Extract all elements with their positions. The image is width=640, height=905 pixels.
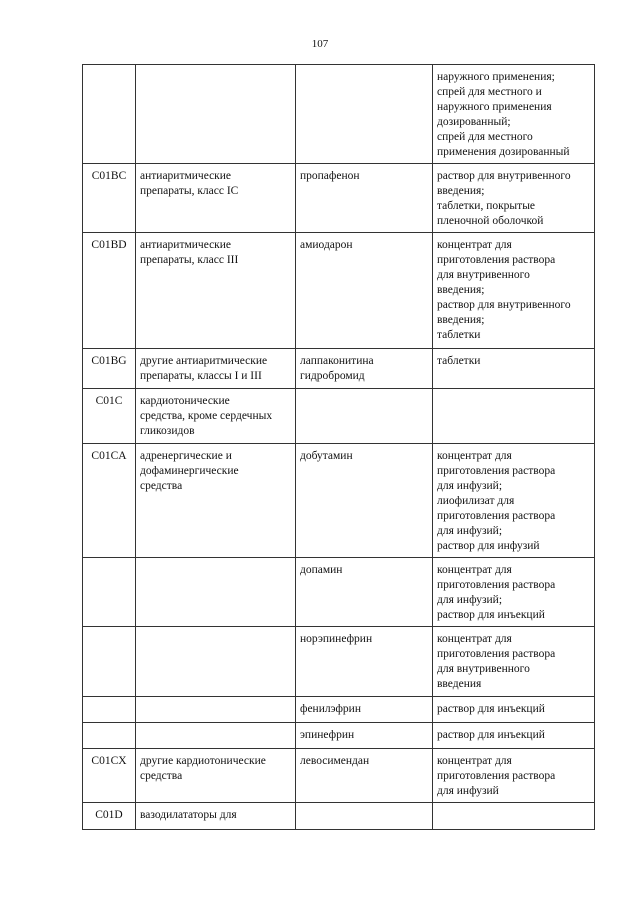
- dosage-form-cell: [433, 233, 595, 349]
- dosage-form-line: введения: [437, 678, 482, 690]
- dosage-form-line: для внутривенного: [437, 269, 530, 281]
- dosage-form-cell: [433, 164, 595, 233]
- dosage-form-line: концентрат для: [437, 239, 512, 251]
- dosage-form-line: для инфузий;: [437, 480, 503, 492]
- group-cell: [136, 627, 296, 697]
- dosage-form-line: введения;: [437, 185, 485, 197]
- drug-name-line: гидробромид: [300, 370, 365, 382]
- dosage-form-line: лиофилизат для: [437, 495, 515, 507]
- atc-code-cell: C01BC: [83, 164, 136, 233]
- dosage-form-line: таблетки: [437, 355, 481, 367]
- table-row: [83, 697, 595, 723]
- page-number: 107: [311, 38, 329, 50]
- table-row: [83, 627, 595, 697]
- group-line: антиаритмические: [140, 239, 232, 251]
- dosage-form-line: приготовления раствора: [437, 770, 556, 782]
- group-cell: [136, 65, 296, 164]
- group-cell: [136, 723, 296, 749]
- group-line: препараты, класс III: [140, 254, 239, 266]
- table-row: [83, 389, 595, 444]
- group-cell: [136, 389, 296, 444]
- group-line: средства, кроме сердечных: [140, 410, 273, 422]
- dosage-form-line: введения;: [437, 314, 485, 326]
- table-body: [83, 65, 595, 830]
- dosage-form-line: для инфузий;: [437, 594, 503, 606]
- drug-name-cell: [296, 164, 433, 233]
- drug-name-cell: [296, 558, 433, 627]
- dosage-form-line: для инфузий;: [437, 525, 503, 537]
- table-row: [83, 749, 595, 803]
- drug-name-line: эпинефрин: [300, 729, 355, 741]
- drug-name-cell: [296, 803, 433, 830]
- group-cell: [136, 164, 296, 233]
- dosage-form-line: раствор для инъекций: [437, 609, 545, 621]
- group-cell: [136, 803, 296, 830]
- dosage-form-line: приготовления раствора: [437, 648, 556, 660]
- atc-code-cell: C01CA: [83, 444, 136, 558]
- dosage-form-line: концентрат для: [437, 633, 512, 645]
- group-line: средства: [140, 480, 183, 492]
- drug-name-cell: [296, 233, 433, 349]
- drug-name-line: добутамин: [300, 450, 353, 462]
- group-line: другие антиаритмические: [140, 355, 268, 367]
- table-row: [83, 349, 595, 389]
- group-cell: [136, 697, 296, 723]
- group-cell: [136, 233, 296, 349]
- group-cell: [136, 349, 296, 389]
- dosage-form-line: таблетки, покрытые: [437, 200, 536, 212]
- dosage-form-line: приготовления раствора: [437, 579, 556, 591]
- dosage-form-line: для инфузий: [437, 785, 499, 797]
- drug-name-cell: [296, 749, 433, 803]
- group-line: вазодилататоры для: [140, 809, 237, 821]
- group-line: дофаминергические: [140, 465, 239, 477]
- dosage-form-line: концентрат для: [437, 755, 512, 767]
- dosage-form-line: для внутривенного: [437, 663, 530, 675]
- drug-name-cell: [296, 627, 433, 697]
- dosage-form-cell: [433, 65, 595, 164]
- atc-code-cell: [83, 558, 136, 627]
- dosage-form-line: концентрат для: [437, 450, 512, 462]
- dosage-form-line: приготовления раствора: [437, 254, 556, 266]
- drug-name-cell: [296, 723, 433, 749]
- dosage-form-cell: [433, 349, 595, 389]
- drug-name-cell: [296, 697, 433, 723]
- drug-name-cell: [296, 349, 433, 389]
- atc-code-cell: C01C: [83, 389, 136, 444]
- table-row: [83, 444, 595, 558]
- dosage-form-line: концентрат для: [437, 564, 512, 576]
- group-cell: [136, 749, 296, 803]
- group-cell: [136, 444, 296, 558]
- group-line: гликозидов: [140, 425, 195, 437]
- drug-name-cell: [296, 444, 433, 558]
- dosage-form-line: наружного применения: [437, 101, 552, 113]
- dosage-form-line: дозированный;: [437, 116, 511, 128]
- table-row: [83, 723, 595, 749]
- group-line: препараты, классы I и III: [140, 370, 262, 382]
- dosage-form-line: спрей для местного: [437, 131, 533, 143]
- dosage-form-cell: [433, 697, 595, 723]
- dosage-form-line: раствор для инфузий: [437, 540, 540, 552]
- atc-code-cell: [83, 65, 136, 164]
- drug-name-line: амиодарон: [300, 239, 353, 251]
- dosage-form-cell: [433, 749, 595, 803]
- dosage-form-cell: [433, 558, 595, 627]
- group-line: другие кардиотонические: [140, 755, 266, 767]
- dosage-form-line: спрей для местного и: [437, 86, 542, 98]
- dosage-form-line: введения;: [437, 284, 485, 296]
- drug-name-line: лаппаконитина: [300, 355, 374, 367]
- dosage-form-cell: [433, 444, 595, 558]
- table-row: [83, 65, 595, 164]
- dosage-form-line: приготовления раствора: [437, 510, 556, 522]
- atc-code-cell: [83, 723, 136, 749]
- group-line: средства: [140, 770, 183, 782]
- dosage-form-line: раствор для внутривенного: [437, 299, 571, 311]
- dosage-form-cell: [433, 723, 595, 749]
- table-row: [83, 803, 595, 830]
- drug-table: [82, 64, 595, 830]
- group-cell: [136, 558, 296, 627]
- group-line: антиаритмические: [140, 170, 232, 182]
- drug-name-cell: [296, 389, 433, 444]
- drug-name-line: пропафенон: [300, 170, 360, 182]
- drug-name-line: норэпинефрин: [300, 633, 373, 645]
- atc-code-cell: [83, 697, 136, 723]
- group-line: кардиотонические: [140, 395, 230, 407]
- table-row: [83, 558, 595, 627]
- group-line: препараты, класс IC: [140, 185, 239, 197]
- drug-name-line: фенилэфрин: [300, 703, 361, 715]
- group-line: адренергические и: [140, 450, 232, 462]
- atc-code-cell: [83, 627, 136, 697]
- dosage-form-line: раствор для инъекций: [437, 703, 545, 715]
- table-row: [83, 233, 595, 349]
- dosage-form-line: раствор для внутривенного: [437, 170, 571, 182]
- atc-code-cell: C01BG: [83, 349, 136, 389]
- dosage-form-line: применения дозированный: [437, 146, 570, 158]
- atc-code-cell: C01D: [83, 803, 136, 830]
- dosage-form-cell: [433, 389, 595, 444]
- dosage-form-line: таблетки: [437, 329, 481, 341]
- drug-name-line: левосимендан: [300, 755, 370, 767]
- table-row: [83, 164, 595, 233]
- atc-code-cell: C01CX: [83, 749, 136, 803]
- dosage-form-line: раствор для инъекций: [437, 729, 545, 741]
- dosage-form-line: наружного применения;: [437, 71, 555, 83]
- dosage-form-line: пленочной оболочкой: [437, 215, 544, 227]
- dosage-form-line: приготовления раствора: [437, 465, 556, 477]
- drug-name-line: допамин: [300, 564, 343, 576]
- drug-name-cell: [296, 65, 433, 164]
- atc-code-cell: C01BD: [83, 233, 136, 349]
- dosage-form-cell: [433, 803, 595, 830]
- dosage-form-cell: [433, 627, 595, 697]
